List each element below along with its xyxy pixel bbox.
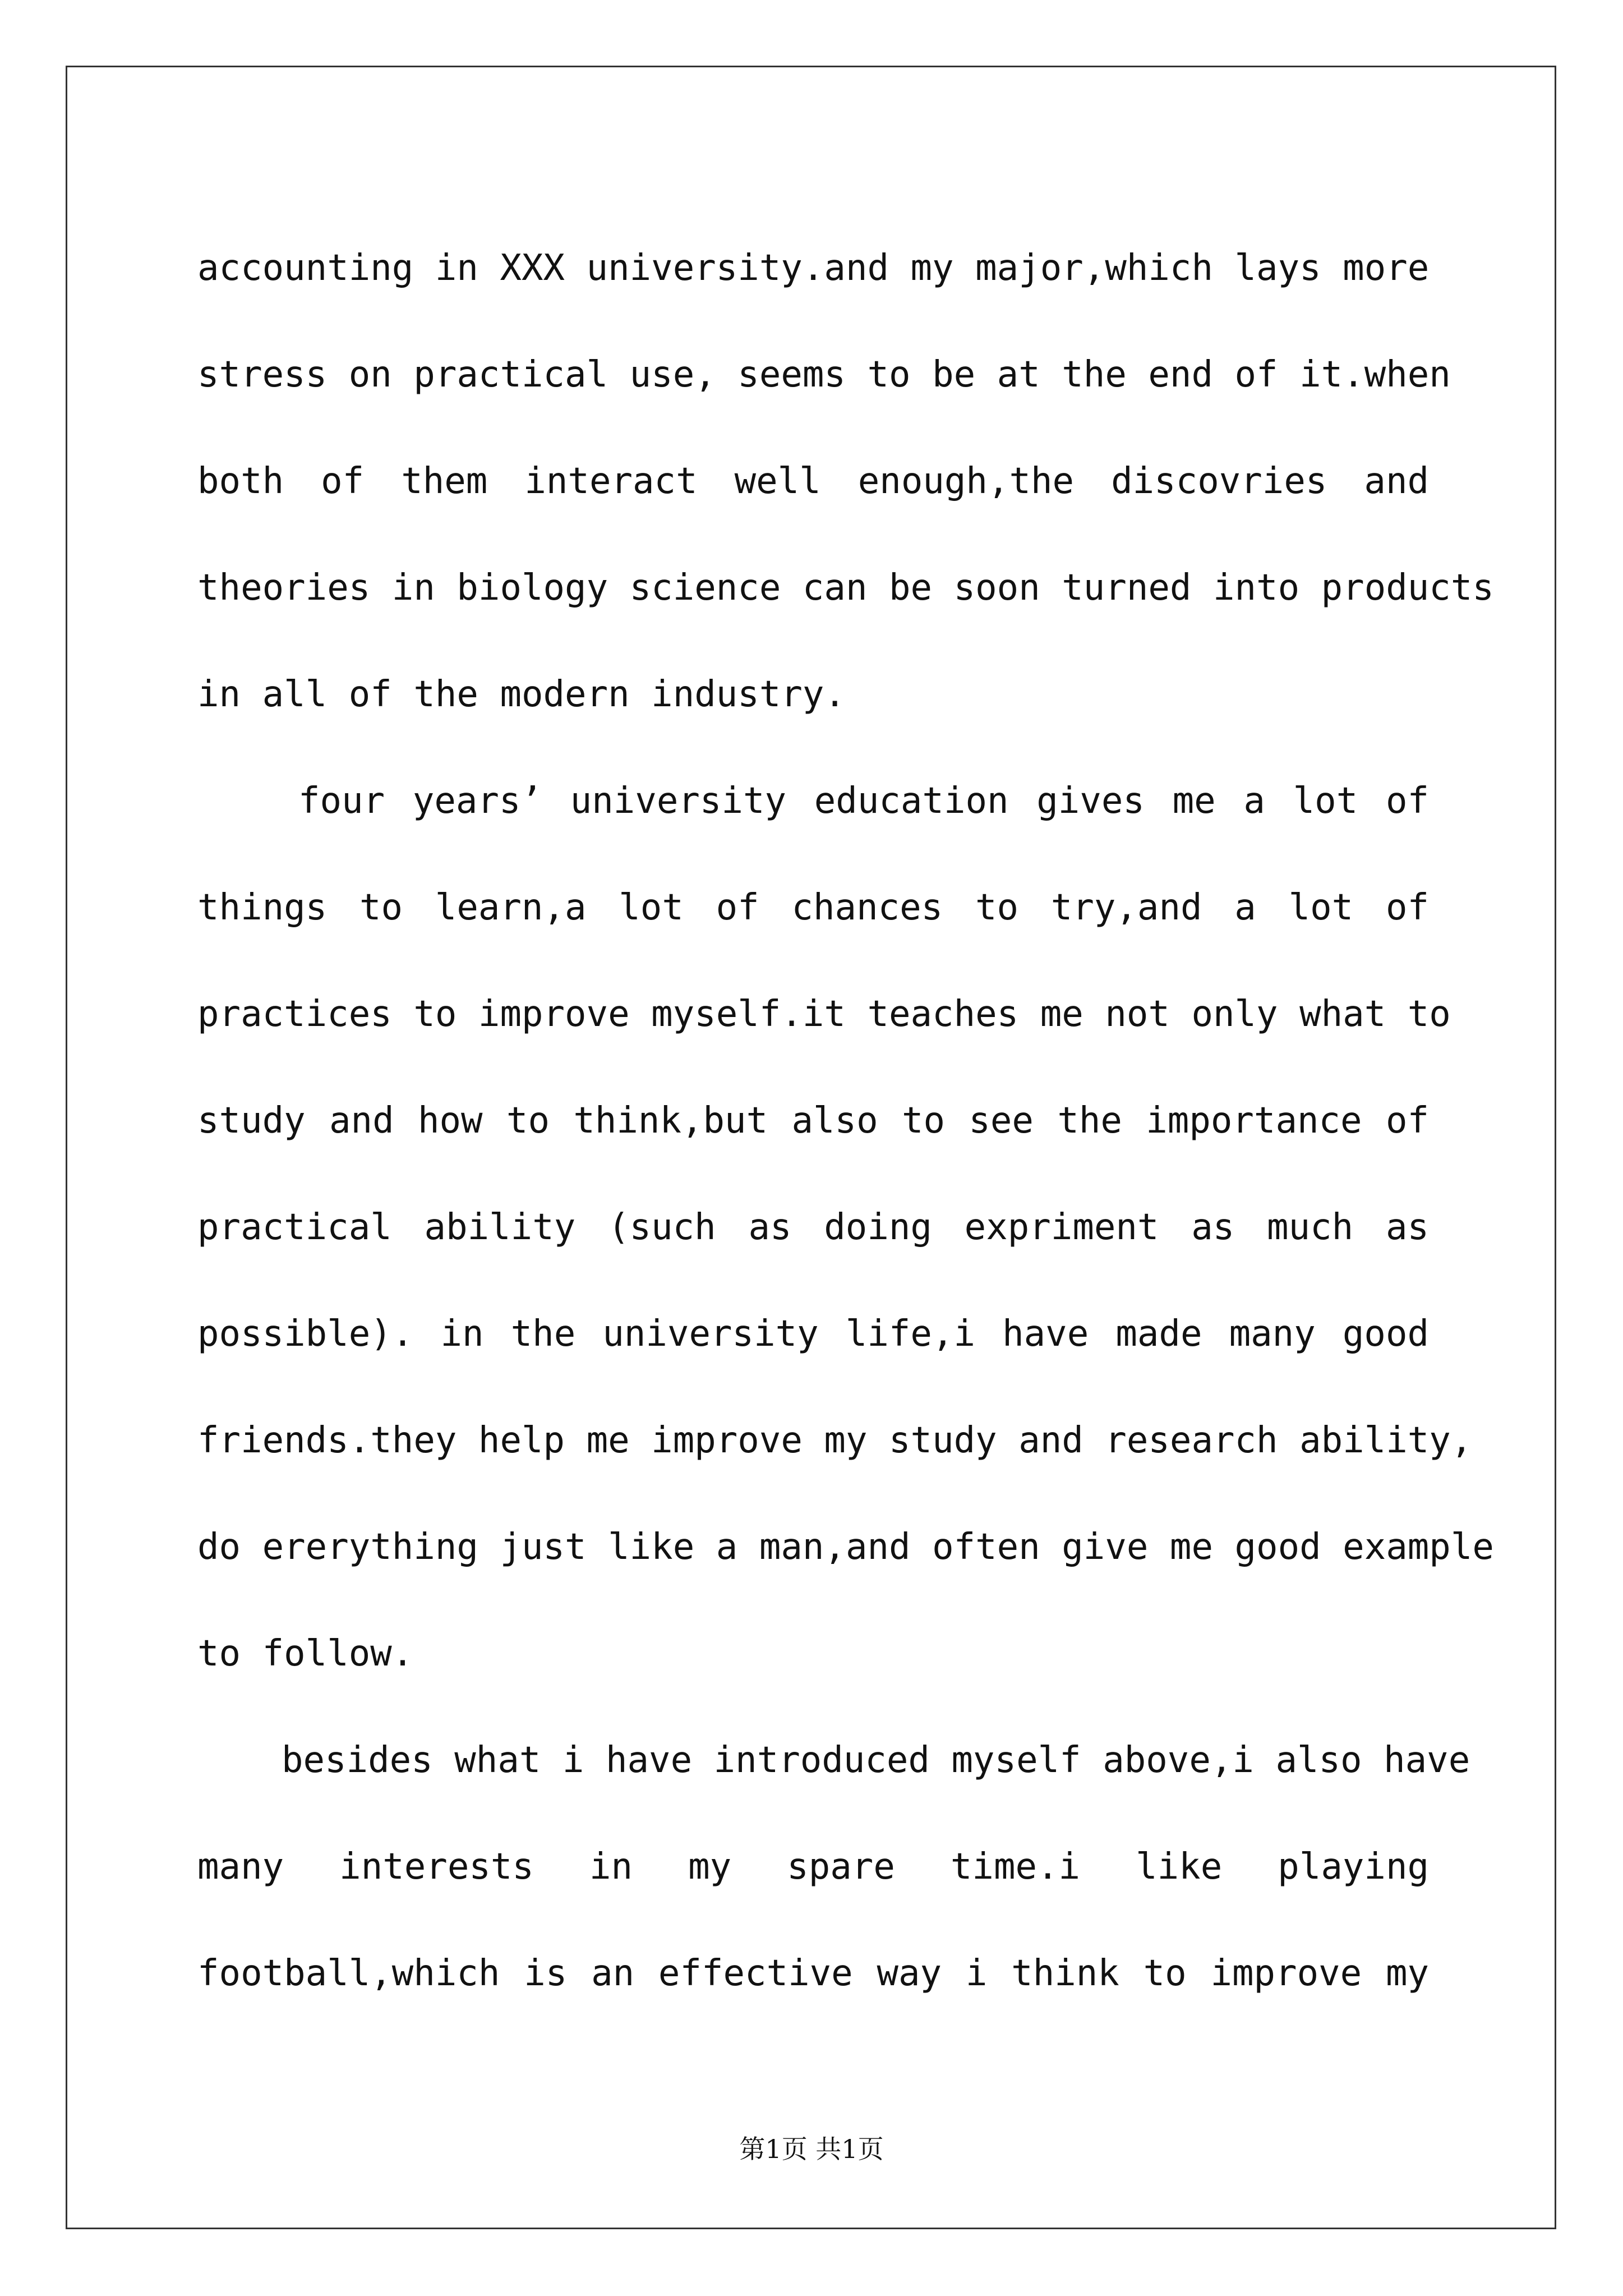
paragraph-2-line-4: study and how to think,but also to see the importance of — [197, 1100, 1429, 1142]
document-body — [197, 215, 1494, 2027]
paragraph-2-line-6: possible). in the university life,i have made many good — [197, 1313, 1429, 1355]
paragraph-2-line-9: to follow. — [197, 1633, 414, 1674]
paragraph-2-line-3: practices to improve myself.it teaches me not only what to — [197, 993, 1451, 1035]
paragraph-2-line-7: friends.they help me improve my study and research ability, — [197, 1420, 1473, 1461]
paragraph-1-line-1: accounting in XXX university.and my major,which lays more — [197, 247, 1430, 289]
paragraph-3-line-3: football,which is an effective way i think to improve my — [197, 1953, 1429, 1994]
page-number-footer: 第1页 共1页 — [739, 2134, 884, 2164]
paragraph-2-line-2: things to learn,a lot of chances to try,and a lot of — [197, 887, 1429, 928]
paragraph-3-line-2: many interests in my spare time.i like playing — [197, 1846, 1429, 1888]
paragraph-2-line-5: practical ability (such as doing expriment as much as — [197, 1207, 1429, 1248]
paragraph-2-line-8: do ererything just like a man,and often give me good example — [197, 1526, 1494, 1568]
paragraph-1-line-4: theories in biology science can be soon turned into products — [197, 567, 1494, 609]
paragraph-1-line-3: both of them interact well enough,the discovries and — [197, 461, 1429, 502]
paragraph-2-line-1: four years’ university education gives me a lot of — [298, 780, 1429, 822]
paragraph-1-line-2: stress on practical use, seems to be at the end of it.when — [197, 354, 1451, 395]
paragraph-3-line-1: besides what i have introduced myself above,i also have — [282, 1740, 1470, 1781]
paragraph-1-line-5: in all of the modern industry. — [197, 674, 846, 715]
